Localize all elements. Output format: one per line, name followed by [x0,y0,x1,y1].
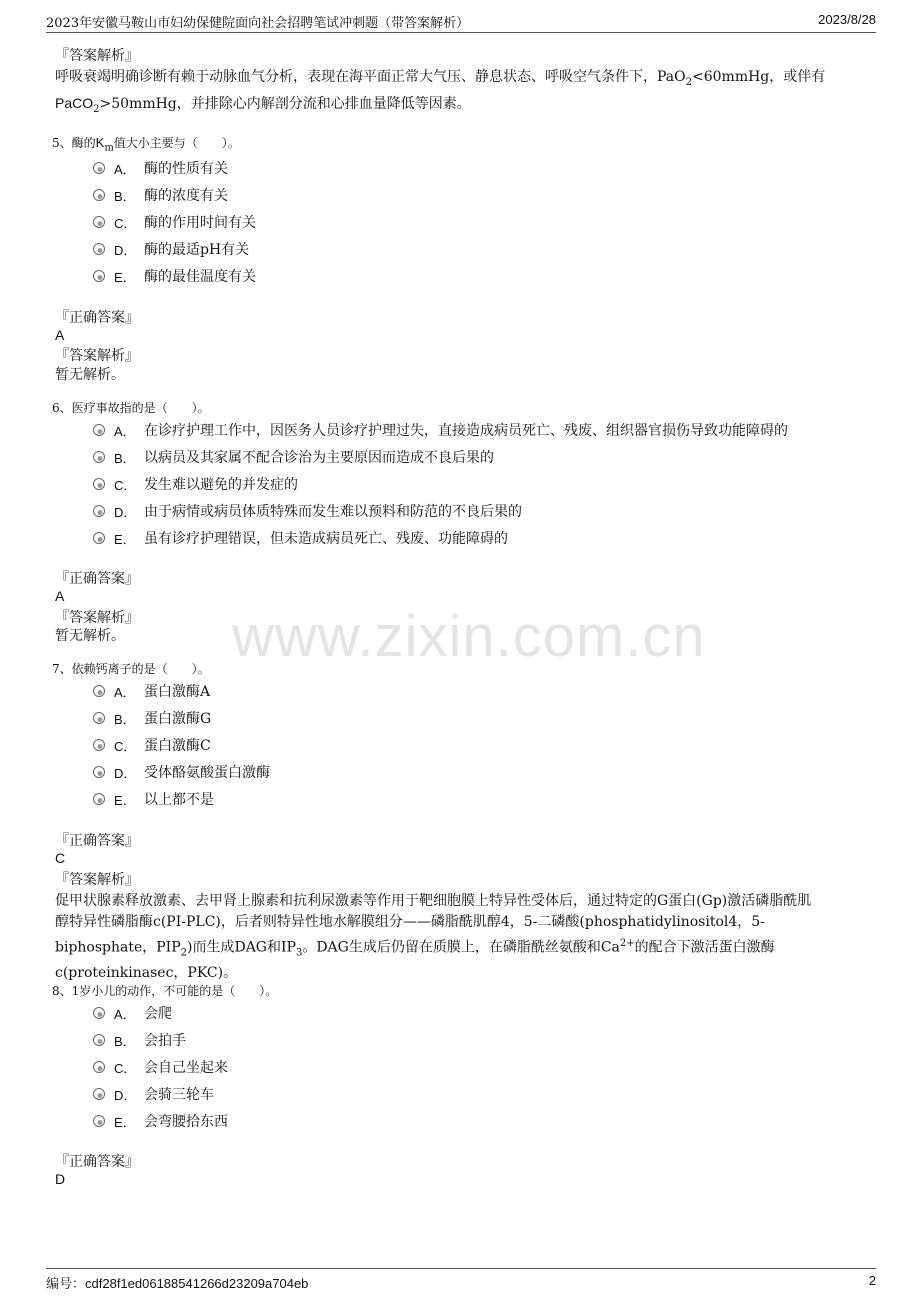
radio-icon[interactable] [93,189,105,201]
option-text: 由于病情或病员体质特殊而发生难以预料和防范的不良后果的 [144,504,522,520]
analysis-text: >50mmHg，并排除心内解剖分流和心排血量降低等因素。 [99,95,471,112]
option-text: 酶的最适pH有关 [144,242,250,258]
option-d[interactable] [93,239,249,259]
page-number: 2 [868,1273,876,1288]
question-stem [52,134,240,157]
analysis-text: 。DAG生成后仍留在质膜上，在磷脂酰丝氨酸和Ca [302,939,620,956]
option-text: 会自己坐起来 [144,1060,228,1076]
document-date: 2023/8/28 [818,12,876,27]
option-text: 酶的最佳温度有关 [144,269,256,285]
option-a[interactable] [93,681,210,701]
watermark: www.zixin.com.cn [232,604,706,669]
option-b[interactable] [93,185,228,205]
analysis-text-line [55,933,875,963]
option-letter: E． [114,531,136,547]
option-a[interactable] [93,420,788,440]
radio-icon[interactable] [93,712,105,724]
option-text: 酶的作用时间有关 [144,215,256,231]
radio-icon[interactable] [93,685,105,697]
option-text: 会弯腰拾东西 [144,1114,228,1130]
option-letter: A． [114,161,136,177]
option-c[interactable] [93,212,256,232]
option-c[interactable] [93,474,298,494]
analysis-label: 『答案解析』 [55,348,139,364]
analysis-text: 醇特异性磷脂酶c(PI-PLC)，后者则特异性地水解膜组分——磷脂酰肌醇4，5-二磷酸(phosphatidylinositol4，5- [55,914,765,930]
option-text: 蛋白激酶G [144,711,212,727]
option-e[interactable] [93,266,256,286]
option-b[interactable] [93,708,211,728]
subscript: 2 [93,103,100,115]
correct-answer: A [55,327,65,343]
option-text: 发生难以避免的并发症的 [144,477,298,493]
radio-icon[interactable] [93,424,105,436]
option-letter: E． [114,269,136,285]
radio-icon[interactable] [93,793,105,805]
radio-icon[interactable] [93,1115,105,1127]
option-a[interactable] [93,1003,172,1023]
radio-icon[interactable] [93,162,105,174]
stem-text: 5、酶的 [52,136,96,150]
radio-icon[interactable] [93,478,105,490]
q4-analysis [55,46,875,120]
option-letter: B． [114,711,136,727]
option-e[interactable] [93,789,214,809]
analysis-text: biphosphate，PIP [55,939,181,956]
answer-label: 『正确答案』 [55,571,139,587]
subscript: 3 [295,947,303,959]
analysis-label: 『答案解析』 [55,48,139,64]
option-letter: C． [114,215,137,231]
radio-icon[interactable] [93,270,105,282]
subscript: 2 [685,76,692,88]
option-text: 会骑三轮车 [144,1087,214,1103]
radio-icon[interactable] [93,1034,105,1046]
option-c[interactable] [93,1057,228,1077]
radio-icon[interactable] [93,505,105,517]
option-letter: C． [114,1060,137,1076]
correct-answer: A [55,588,65,604]
code-value: cdf28f1ed06188541266d23209a704eb [85,1276,309,1291]
option-b[interactable] [93,447,494,467]
q7-analysis [55,870,875,984]
option-text: 酶的浓度有关 [144,188,228,204]
analysis-text: 暂无解析。 [55,628,125,644]
radio-icon[interactable] [93,766,105,778]
radio-icon[interactable] [93,739,105,751]
stem-text: 值大小主要与（ ）。 [113,136,240,150]
option-letter: B． [114,188,136,204]
option-text: 酶的性质有关 [144,161,228,177]
code-label: 编号： [46,1277,86,1292]
document-title: 2023年安徽马鞍山市妇幼保健院面向社会招聘笔试冲刺题（带答案解析） [46,16,470,31]
option-text: 蛋白激酶A [144,684,211,700]
option-c[interactable] [93,735,211,755]
radio-icon[interactable] [93,451,105,463]
radio-icon[interactable] [93,1007,105,1019]
analysis-text: 的配合下激活蛋白激酶 [634,939,775,956]
option-text: 以上都不是 [144,792,214,808]
option-text: 会拍手 [144,1033,186,1049]
option-letter: B． [114,450,136,466]
analysis-label: 『答案解析』 [55,872,139,888]
option-a[interactable] [93,158,228,178]
option-b[interactable] [93,1030,186,1050]
answer-label: 『正确答案』 [55,310,139,326]
option-text: 会爬 [144,1006,172,1022]
option-d[interactable] [93,1084,214,1104]
stem-text: K [95,135,105,150]
answer-label: 『正确答案』 [55,833,139,849]
analysis-label: 『答案解析』 [55,610,139,626]
analysis-text: )而生成DAG和IP [187,939,296,956]
option-text: 以病员及其家属不配合诊治为主要原因而造成不良后果的 [144,450,494,466]
answer-label: 『正确答案』 [55,1154,139,1170]
option-letter: E． [114,792,136,808]
option-text: 在诊疗护理工作中，因医务人员诊疗护理过失，直接造成病员死亡、残废、组织器官损伤导致功能障碍的 [144,423,788,439]
analysis-text: c(proteinkinasec，PKC)。 [55,965,238,982]
option-letter: D． [114,242,137,258]
analysis-text: <60mmHg，或伴有 [692,69,826,85]
analysis-text-line [55,93,875,120]
option-text: 受体酪氨酸蛋白激酶 [144,765,270,781]
document-code [46,1273,308,1292]
option-letter: E． [114,1114,136,1130]
page-header [46,12,876,33]
radio-icon[interactable] [93,216,105,228]
option-e[interactable] [93,1111,228,1131]
option-letter: D． [114,1087,137,1103]
question-stem: 6、医疗事故指的是（ ）。 [52,401,210,415]
option-letter: A． [114,423,136,439]
question-stem: 7、依赖钙离子的是（ ）。 [52,662,210,676]
analysis-text: 促甲状腺素释放激素、去甲肾上腺素和抗利尿激素等作用于靶细胞膜上特异性受体后，通过特定的G蛋白(Gp)激活磷脂酰肌 [55,893,812,909]
subscript: 2 [180,947,188,959]
subscript: m [104,142,114,154]
radio-icon[interactable] [93,532,105,544]
analysis-text: PaCO [55,94,94,111]
option-letter: A． [114,684,136,700]
analysis-text: 暂无解析。 [55,367,125,383]
radio-icon[interactable] [93,1088,105,1100]
option-text: 虽有诊疗护理错误，但未造成病员死亡、残废、功能障碍的 [144,531,508,547]
page-footer [46,1268,876,1291]
option-e[interactable] [93,528,508,548]
option-letter: C． [114,477,137,493]
superscript: 2+ [619,938,635,949]
radio-icon[interactable] [93,1061,105,1073]
option-d[interactable] [93,762,270,782]
radio-icon[interactable] [93,243,105,255]
question-stem: 8、1岁小儿的动作，不可能的是（ ）。 [52,984,278,998]
option-letter: D． [114,765,137,781]
correct-answer: C [55,850,66,866]
analysis-text: 呼吸衰竭明确诊断有赖于动脉血气分析，表现在海平面正常大气压、静息状态、呼吸空气条件下，PaO [55,69,686,85]
correct-answer: D [55,1171,66,1187]
option-text: 蛋白激酶C [144,738,211,754]
option-d[interactable] [93,501,522,521]
option-letter: D． [114,504,137,520]
option-letter: A． [114,1006,136,1022]
option-letter: C． [114,738,137,754]
analysis-text-line [55,67,875,93]
option-letter: B． [114,1033,136,1049]
